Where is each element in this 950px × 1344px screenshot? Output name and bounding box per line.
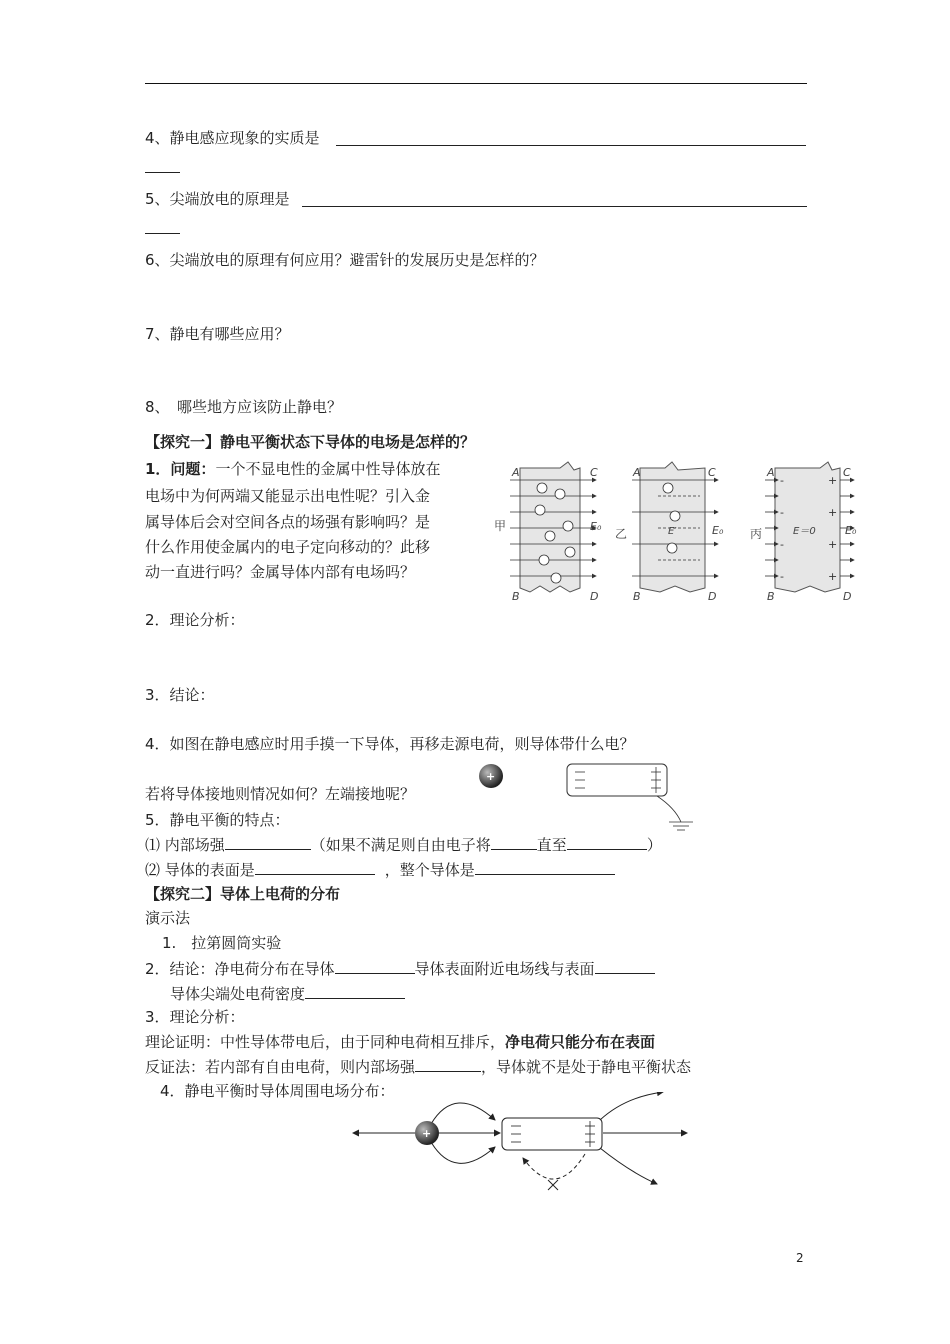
field-distribution-figure [345,1092,695,1197]
answer-line-4-cont[interactable] [145,172,180,173]
panel-yi [615,462,724,603]
item4-line2: 若将导体接地则情况如何？左端接地呢？ [145,785,416,803]
blank-until[interactable] [567,834,647,850]
svg-text:A: A [633,466,641,479]
svg-text:B: B [767,590,775,603]
blank-distribution[interactable] [335,958,415,974]
svg-text:D: D [590,590,599,603]
question-6: 6、尖端放电的原理有何应用？避雷针的发展历史是怎样的？ [145,251,545,269]
svg-text:-: - [780,474,784,487]
svg-text:D: D [843,590,852,603]
theory-analysis-1: 2．理论分析： [145,611,245,629]
svg-text:D: D [708,590,717,603]
problem-line-5: 动一直进行吗？金属导体内部有电场吗？ [145,563,416,581]
explore2-title: 【探究二】导体上电荷的分布 [145,885,341,903]
question-7: 7、静电有哪些应用？ [145,325,290,343]
svg-text:A: A [767,466,775,479]
svg-text:+: + [828,506,838,519]
svg-text:+: + [422,1127,432,1140]
explore2-item4: 4．静电平衡时导体周围电场分布： [160,1082,395,1100]
svg-text:E＝0: E＝0 [793,526,816,537]
item4-line1: 4．如图在静电感应时用手摸一下导体，再移走源电荷，则导体带什么电？ [145,735,635,753]
svg-text:C: C [843,466,851,479]
panel-bing [750,462,857,603]
header-rule [145,83,807,84]
question-8: 8、 哪些地方应该防止静电？ [145,398,343,416]
problem-line-1: 1．问题：一个不显电性的金属中性导体放在 [145,460,441,478]
blank-whole-conductor[interactable] [475,859,615,875]
svg-text:C: C [590,466,598,479]
problem-line-2: 电场中为何两端又能显示出电性呢？引入金 [145,487,431,505]
svg-text:+: + [828,570,838,583]
item5-1: ⑴ 内部场强 （如果不满足则自由电子将 直至 ） [145,836,662,854]
answer-line-4[interactable] [336,145,806,146]
svg-text:+: + [486,770,496,783]
blank-field-line[interactable] [595,958,655,974]
blank-internal-field[interactable] [225,834,311,850]
svg-text:-: - [780,506,784,519]
proof-line: 理论证明：中性导体带电后，由于同种电荷相互排斥，净电荷只能分布在表面 [145,1033,656,1051]
svg-text:B: B [633,590,641,603]
page-number: 2 [796,1251,804,1265]
panel-yi-label: 乙 [615,527,628,541]
svg-text:E₀: E₀ [712,524,724,537]
svg-text:+: + [828,474,838,487]
svg-text:A: A [512,466,520,479]
blank-internal-field-2[interactable] [415,1056,481,1072]
answer-line-5[interactable] [302,206,807,207]
explore2-item1: 1. 拉第圆筒实验 [162,934,282,952]
svg-text:-: - [780,570,784,583]
blank-electron-move[interactable] [491,834,537,850]
demo-method: 演示法 [145,909,191,927]
item5-2: ⑵ 导体的表面是 ，整个导体是 [145,859,615,880]
panel-bing-label: 丙 [750,527,763,541]
svg-text:+: + [828,538,838,551]
item5: 5．静电平衡的特点： [145,811,290,829]
svg-text:E₀: E₀ [590,520,602,533]
answer-line-5-cont[interactable] [145,233,180,234]
svg-text:C: C [708,466,716,479]
panel-jia [494,462,602,603]
explore2-item3: 3．理论分析： [145,1008,245,1026]
svg-text:E′: E′ [668,526,677,537]
explore2-item2c: 导体尖端处电荷密度 [170,983,405,1004]
explore2-item2: 2．结论：净电荷分布在导体 导体表面附近电场线与表面 [145,958,655,979]
question-5: 5、尖端放电的原理是 [145,190,290,208]
problem-line-3: 属导体后会对空间各点的场强有影响吗？是 [145,513,431,531]
conclusion-1: 3．结论： [145,686,215,704]
svg-text:E₀: E₀ [845,524,857,537]
explore1-title: 【探究一】静电平衡状态下导体的电场是怎样的？ [145,433,476,451]
grounding-figure [475,758,705,838]
blank-tip-density[interactable] [305,983,405,999]
conductor-field-figure [490,460,865,605]
problem-label: 1．问题： [145,460,216,478]
blank-surface[interactable] [255,859,375,875]
contradiction-line: 反证法：若内部有自由电荷，则内部场强 ，导体就不是处于静电平衡状态 [145,1058,692,1076]
question-4: 4、静电感应现象的实质是 [145,129,320,147]
svg-text:-: - [780,538,784,551]
problem-line-4: 什么作用使金属内的电子定向移动的？此移 [145,538,431,556]
svg-text:B: B [512,590,520,603]
panel-jia-label: 甲 [494,519,507,533]
